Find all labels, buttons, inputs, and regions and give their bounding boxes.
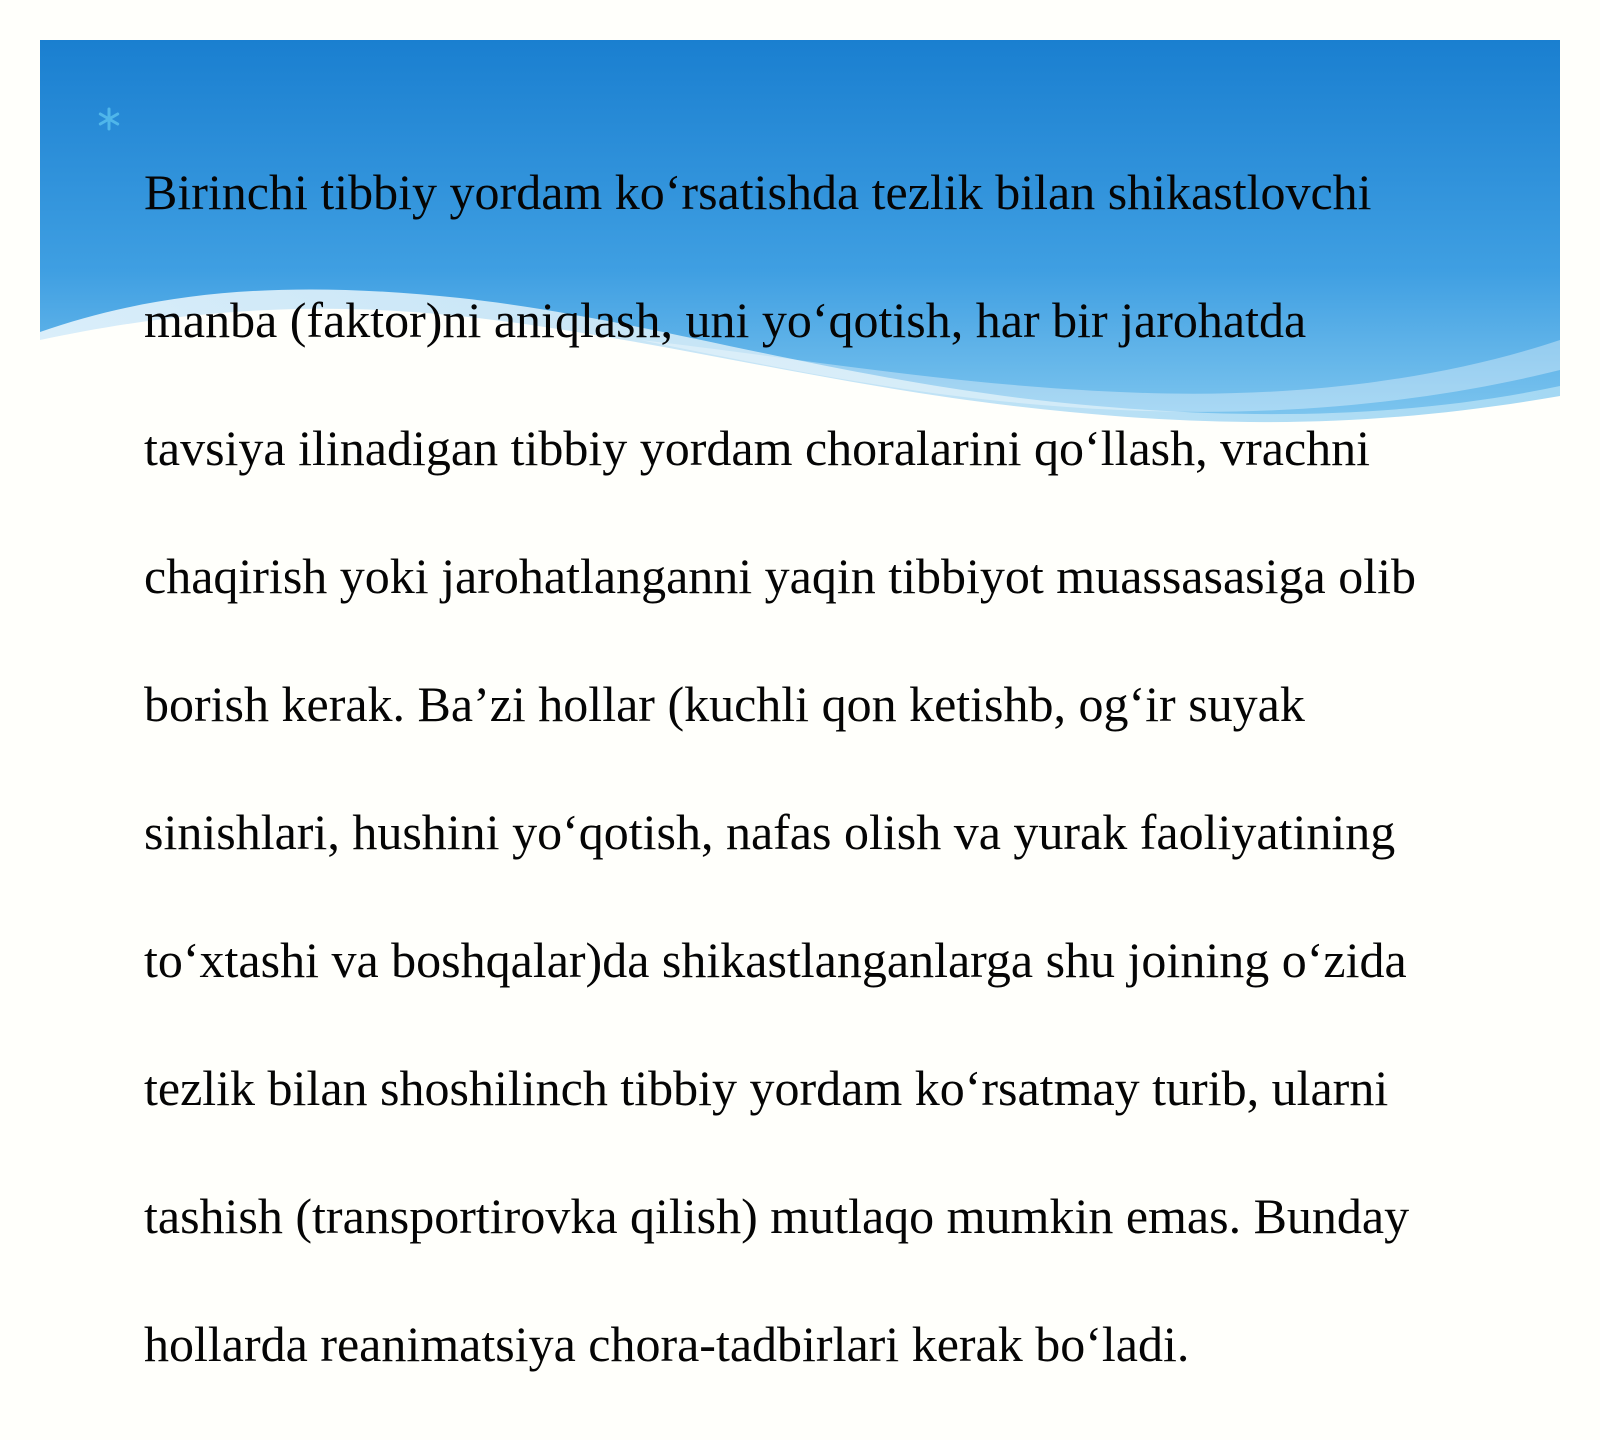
body-line: Birinchi tibbiy yordam ko‘rsatishda tezlik bilan shikastlovchi <box>144 164 1372 220</box>
body-line: borish kerak. Ba’zi hollar (kuchli qon ketishb, og‘ir suyak <box>144 676 1305 732</box>
body-line: tashish (transportirovka qilish) mutlaqo mumkin emas. Bunday <box>144 1188 1410 1244</box>
body-line: sinishlari, hushini yo‘qotish, nafas olish va yurak faoliyatining <box>144 804 1396 860</box>
body-line: hollarda reanimatsiya chora-tadbirlari kerak bo‘ladi. <box>144 1316 1190 1372</box>
body-line: tavsiya ilinadigan tibbiy yordam choralarini qo‘llash, vrachni <box>144 420 1371 476</box>
body-line: manba (faktor)ni aniqlash, uni yo‘qotish, har bir jarohatda <box>144 292 1307 348</box>
body-line: to‘xtashi va boshqalar)da shikastlanganlarga shu joining o‘zida <box>144 932 1407 988</box>
body-paragraph <box>144 96 1524 1440</box>
body-line: tezlik bilan shoshilinch tibbiy yordam ko‘rsatmay turib, ularni <box>144 1060 1389 1116</box>
body-line: chaqirish yoki jarohatlanganni yaqin tibbiyot muassasasiga olib <box>144 548 1416 604</box>
asterisk-icon <box>96 106 122 132</box>
